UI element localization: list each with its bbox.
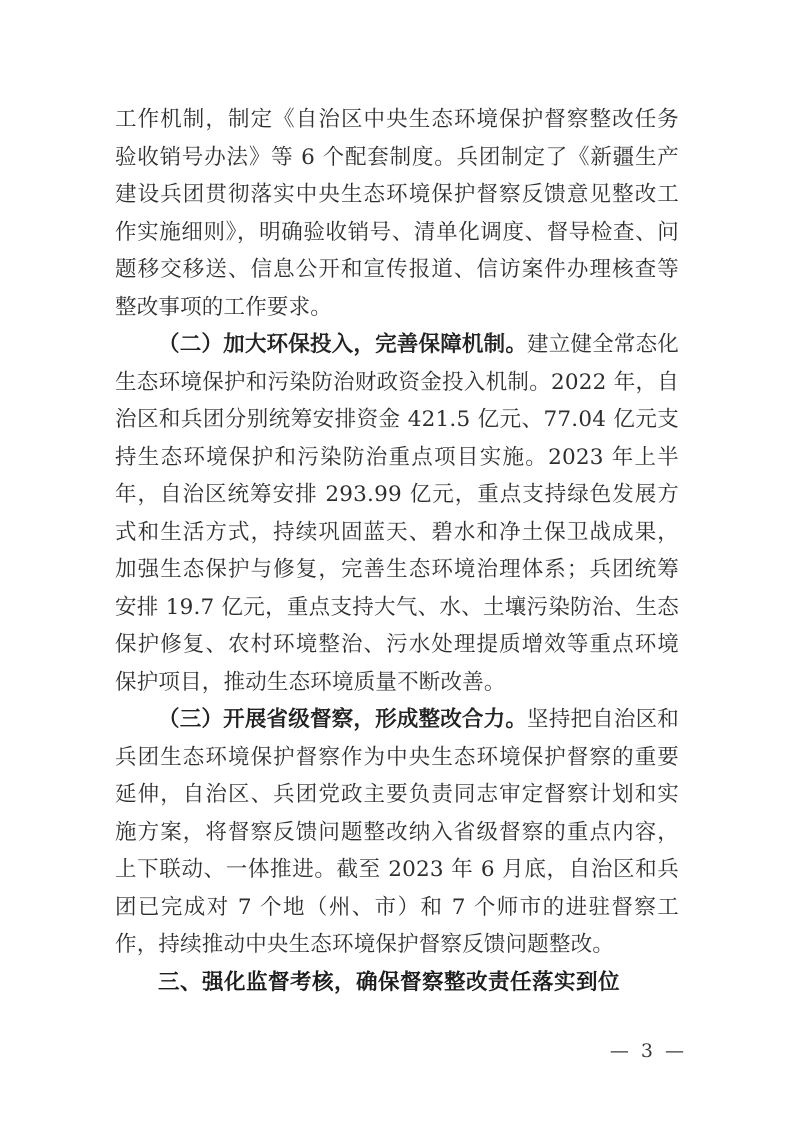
paragraph-text: 工作机制，制定《自治区中央生态环境保护督察整改任务验收销号办法》等 6 个配套制度。兵团制定了《新疆生产建设兵团贯彻落实中央生态环境保护督察反馈意见整改工作实施细则》，明确验收销号、清单化调度、督导检查、问题移交移送、信息公开和宣传报道、信访案件办理核查等整改事项的工作要求。 [115,107,679,320]
document-body [115,101,679,1001]
paragraph-text: 坚持把自治区和兵团生态环境保护督察作为中央生态环境保护督察的重要延伸，自治区、兵团党政主要负责同志审定督察计划和实施方案，将督察反馈问题整改纳入省级督察的重点内容，上下联动、一体推进。截至 2023 年 6 月底，自治区和兵团已完成对 7 个地（州、市）和 7 个师市的进驻督察工作，持续推动中央生态环境保护督察反馈问题整改。 [115,707,679,957]
paragraph-lead: （三）开展省级督察，形成整改合力。 [158,707,528,732]
page-number: — 3 — [609,1040,687,1062]
paragraph-section-3 [115,701,679,964]
paragraph-section-2 [115,326,679,701]
section-heading: 三、强化监督考核，确保督察整改责任落实到位 [158,969,621,995]
paragraph-lead: （二）加大环保投入，完善保障机制。 [158,332,528,357]
paragraph-continuation [115,101,679,326]
paragraph-text: 建立健全常态化生态环境保护和污染防治财政资金投入机制。2022 年，自治区和兵团分别统筹安排资金 421.5 亿元、77.04 亿元支持生态环境保护和污染防治重点项目实施。2023 年上半年，自治区统筹安排 293.99 亿元，重点支持绿色发展方式和生活方式，持续巩固蓝天、碧水和净土保卫战成果，加强生态保护与修复，完善生态环境治理体系；兵团统筹安排 19.7 亿元，重点支持大气、水、土壤污染防治、生态保护修复、农村环境整治、污水处理提质增效等重点环境保护项目，推动生态环境质量不断改善。 [115,332,679,695]
page-footer [610,1040,687,1062]
